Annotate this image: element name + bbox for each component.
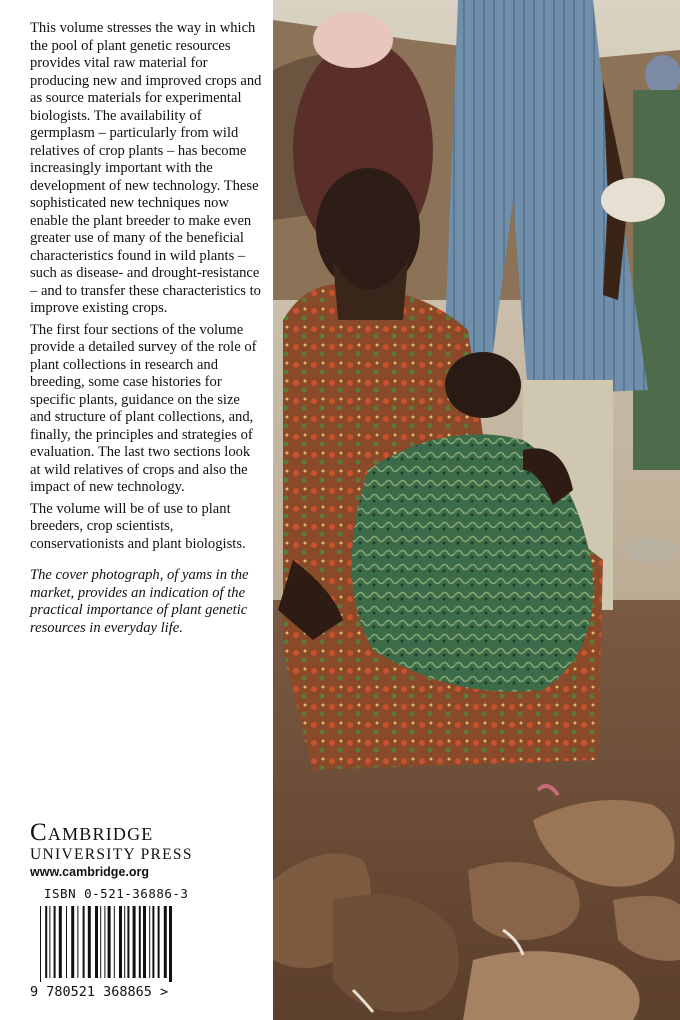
cover-photograph (273, 0, 680, 1020)
barcode-bar (77, 906, 78, 978)
blurb-paragraph-2: The first four sections of the volume provide a detailed survey of the role of plant collections in research and breeding, some case histories for specific plants, guidance on the size and structure of plant collections, and, finally, the principles and strategies of evaluation. The last two sections look at wild relatives of crops and also the impact of new technology. (30, 321, 257, 495)
barcode-bar (83, 906, 85, 978)
isbn-label: ISBN 0-521-36886-3 (44, 886, 189, 901)
barcode-bar (71, 906, 74, 978)
barcode-bar (49, 906, 50, 978)
barcode-bar (164, 906, 167, 978)
barcode-bar (59, 906, 62, 978)
blurb-paragraph-1: This volume stresses the way in which the pool of plant genetic resources provides vital raw material for producing new and improved crops and as source materials for experimental biologists. The availability of germplasm – particularly from wild relatives of crop plants – has become increasingly important with the development of new technology. These sophisticated new techniques now enable the plant breeder to make even greater use of many of the beneficial characteristics found in wild plants – such as disease- and drought-resistance – and to transfer these characteristics to improve existing crops. (30, 20, 262, 316)
barcode-bar (108, 906, 111, 978)
barcode-bar (114, 906, 115, 978)
barcode-bar (127, 906, 129, 978)
publisher-website: www.cambridge.org (30, 865, 150, 879)
barcode-bar (124, 906, 125, 978)
barcode-bar (133, 906, 136, 978)
barcode-bar (95, 906, 98, 978)
barcode-bar (169, 906, 172, 982)
barcode-bar (66, 906, 67, 978)
barcode-bar (139, 906, 141, 978)
publisher-subtitle: UNIVERSITY PRESS (30, 846, 193, 863)
barcode-bar (152, 906, 154, 978)
barcode-bar (149, 906, 150, 978)
blurb-paragraph-3: The volume will be of use to plant breeders, crop scientists, conservationists and plant biologists. (30, 500, 246, 552)
publisher-name: Cambridge (30, 819, 154, 846)
barcode-bar (100, 906, 101, 978)
barcode-bar (104, 906, 105, 978)
back-cover-blurb (30, 20, 262, 641)
cover-photo-note: The cover photograph, of yams in the market, provides an indication of the practical importance of plant genetic resources in everyday life. (30, 567, 249, 636)
barcode-bar (158, 906, 160, 978)
publisher-block (30, 820, 262, 879)
barcode-bar (143, 906, 146, 978)
barcode-bar (40, 906, 41, 982)
barcode-bar (45, 906, 47, 978)
barcode-bar (88, 906, 91, 978)
barcode-digits: 9 780521 368865 > (30, 984, 169, 1000)
barcode (30, 904, 200, 1000)
barcode-bar (119, 906, 122, 978)
barcode-bar (54, 906, 56, 978)
